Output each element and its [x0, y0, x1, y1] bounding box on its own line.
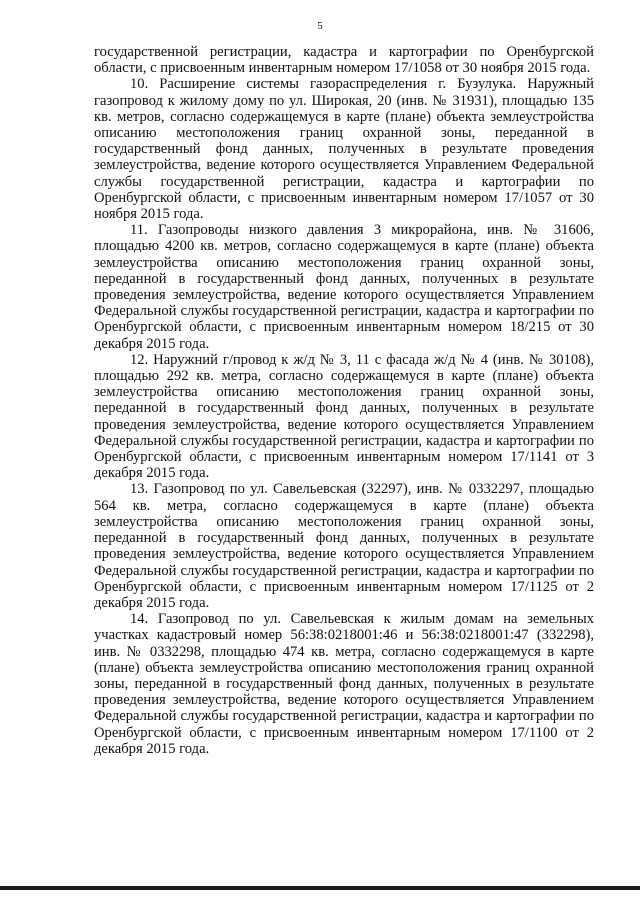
paragraph-item-12: 12. Наружний г/провод к ж/д № 3, 11 с фасада ж/д № 4 (инв. № 30108), площадью 292 кв. метра, согласно содержащемуся в карте (плане) объекта землеустройства описанию местоположения границ охранной зоны, переданной в государственный фонд данных, полученных в результате проведения землеустройства, ведение которого осуществляется Управлением Федеральной службы государственной регистрации, кадастра и картографии по Оренбургской области, с присвоенным инвентарным номером 17/1141 от 3 декабря 2015 года. [94, 351, 594, 482]
document-body [94, 44, 594, 757]
paragraph-item-13: 13. Газопровод по ул. Савельевская (32297), инв. № 0332297, площадью 564 кв. метра, согласно содержащемуся в карте (плане) объекта землеустройства описанию местоположения границ охранной зоны, переданной в государственный фонд данных, полученных в результате проведения землеустройства, ведение которого осуществляется Управлением Федеральной службы государственной регистрации, кадастра и картографии по Оренбургской области, с присвоенным инвентарным номером 17/1125 от 2 декабря 2015 года. [94, 481, 594, 611]
page-number: 5 [317, 20, 323, 32]
paragraph-continuation: государственной регистрации, кадастра и картографии по Оренбургской области, с присвоенным инвентарным номером 17/1058 от 30 ноября 2015 года. [94, 44, 594, 77]
bottom-divider [0, 886, 640, 890]
paragraph-item-14: 14. Газопровод по ул. Савельевская к жилым домам на земельных участках кадастровый номер 56:38:0218001:46 и 56:38:0218001:47 (332298), инв. № 0332298, площадью 474 кв. метра, согласно содержащемуся в карте (плане) объекта землеустройства описанию местоположения границ охранной зоны, переданной в государственный фонд данных, полученных в результате проведения землеустройства, ведение которого осуществляется Управлением Федеральной службы государственной регистрации, кадастра и картографии по Оренбургской области, с присвоенным инвентарным номером 17/1100 от 2 декабря 2015 года. [94, 611, 594, 757]
paragraph-item-11: 11. Газопроводы низкого давления 3 микрорайона, инв. № 31606, площадью 4200 кв. метров, согласно содержащемуся в карте (плане) объекта землеустройства описанию местоположения границ охранной зоны, переданной в государственный фонд данных, полученных в результате проведения землеустройства, ведение которого осуществляется Управлением Федеральной службы государственной регистрации, кадастра и картографии по Оренбургской области, с присвоенным инвентарным номером 18/215 от 30 декабря 2015 года. [94, 222, 594, 352]
paragraph-item-10: 10. Расширение системы газораспределения г. Бузулука. Наружный газопровод к жилому дому по ул. Широкая, 20 (инв. № 31931), площадью 135 кв. метров, согласно содержащемуся в карте (плане) объекта землеустройства описанию местоположения границ охранной зоны, переданной в государственный фонд данных, полученных в результате проведения землеустройства, ведение которого осуществляется Управлением Федеральной службы государственной регистрации, кадастра и картографии по Оренбургской области, с присвоенным инвентарным номером 17/1057 от 30 ноября 2015 года. [94, 76, 594, 223]
